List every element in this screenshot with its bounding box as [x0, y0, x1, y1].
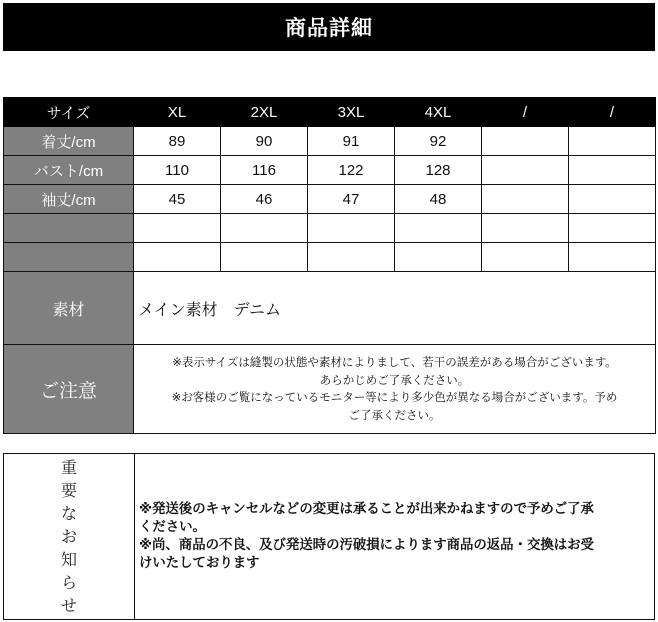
row-label-sleeve: 袖丈/cm — [4, 185, 134, 214]
notice-line: けいたしております — [139, 555, 260, 571]
table-cell — [308, 214, 395, 243]
table-cell — [395, 214, 482, 243]
table-cell — [482, 185, 569, 214]
notice-line: ※尚、商品の不良、及び発送時の汚破損によります商品の返品・交換はお受 — [139, 537, 594, 553]
important-notice-label — [4, 454, 135, 620]
table-cell — [569, 214, 656, 243]
table-cell: 89 — [134, 127, 221, 156]
table-cell: 90 — [221, 127, 308, 156]
size-header-label: サイズ — [4, 98, 134, 127]
size-column-header: / — [569, 98, 656, 127]
table-cell: 116 — [221, 156, 308, 185]
table-row — [4, 214, 656, 243]
table-row — [4, 156, 656, 185]
table-cell: 91 — [308, 127, 395, 156]
label-char: 要 — [60, 481, 77, 500]
size-header-row — [4, 98, 656, 127]
notes-text — [134, 345, 656, 434]
label-char: ら — [60, 573, 77, 592]
table-cell — [569, 185, 656, 214]
row-label-empty — [4, 243, 134, 272]
row-label-empty — [4, 214, 134, 243]
table-cell — [569, 243, 656, 272]
table-cell — [482, 243, 569, 272]
table-cell: 128 — [395, 156, 482, 185]
material-value: メイン素材 デニム — [134, 272, 656, 345]
table-cell — [221, 243, 308, 272]
table-cell: 92 — [395, 127, 482, 156]
table-cell — [221, 214, 308, 243]
page-title: 商品詳細 — [3, 3, 655, 51]
row-label-length: 着丈/cm — [4, 127, 134, 156]
notes-line: ※表示サイズは縫製の状態や素材によりまして、若干の誤差がある場合がございます。 — [172, 355, 617, 369]
size-table — [3, 97, 656, 434]
notes-line: ※お客様のご覧になっているモニター等により多少色が異なる場合がございます。予め — [171, 390, 618, 404]
row-label-bust: バスト/cm — [4, 156, 134, 185]
size-column-header: XL — [134, 98, 221, 127]
notice-line: ※発送後のキャンセルなどの変更は承ることが出来かねますので予めご了承 — [139, 501, 594, 517]
size-column-header: 4XL — [395, 98, 482, 127]
table-cell — [134, 214, 221, 243]
notice-line: ください。 — [139, 519, 206, 535]
label-char: 重 — [60, 458, 77, 477]
table-cell: 48 — [395, 185, 482, 214]
table-cell: 47 — [308, 185, 395, 214]
label-char: せ — [60, 596, 77, 615]
table-cell — [482, 214, 569, 243]
label-char: な — [60, 504, 77, 523]
material-label: 素材 — [4, 272, 134, 345]
notes-row — [4, 345, 656, 434]
table-cell — [569, 127, 656, 156]
table-cell: 110 — [134, 156, 221, 185]
notes-label: ご注意 — [4, 345, 134, 434]
table-cell — [482, 127, 569, 156]
notes-line: ご了承ください。 — [348, 407, 441, 422]
label-char: 知 — [60, 550, 77, 569]
material-row — [4, 272, 656, 345]
table-cell — [395, 243, 482, 272]
table-cell: 45 — [134, 185, 221, 214]
important-notice-text — [135, 454, 655, 620]
table-row — [4, 243, 656, 272]
size-column-header: / — [482, 98, 569, 127]
label-char: お — [60, 527, 77, 546]
important-notice-table — [3, 453, 655, 620]
table-cell — [308, 243, 395, 272]
table-row — [4, 127, 656, 156]
table-cell: 122 — [308, 156, 395, 185]
size-column-header: 2XL — [221, 98, 308, 127]
notes-line: あらかじめご了承ください。 — [319, 372, 470, 387]
table-cell — [569, 156, 656, 185]
table-cell — [134, 243, 221, 272]
table-row — [4, 185, 656, 214]
size-column-header: 3XL — [308, 98, 395, 127]
table-cell: 46 — [221, 185, 308, 214]
table-cell — [482, 156, 569, 185]
